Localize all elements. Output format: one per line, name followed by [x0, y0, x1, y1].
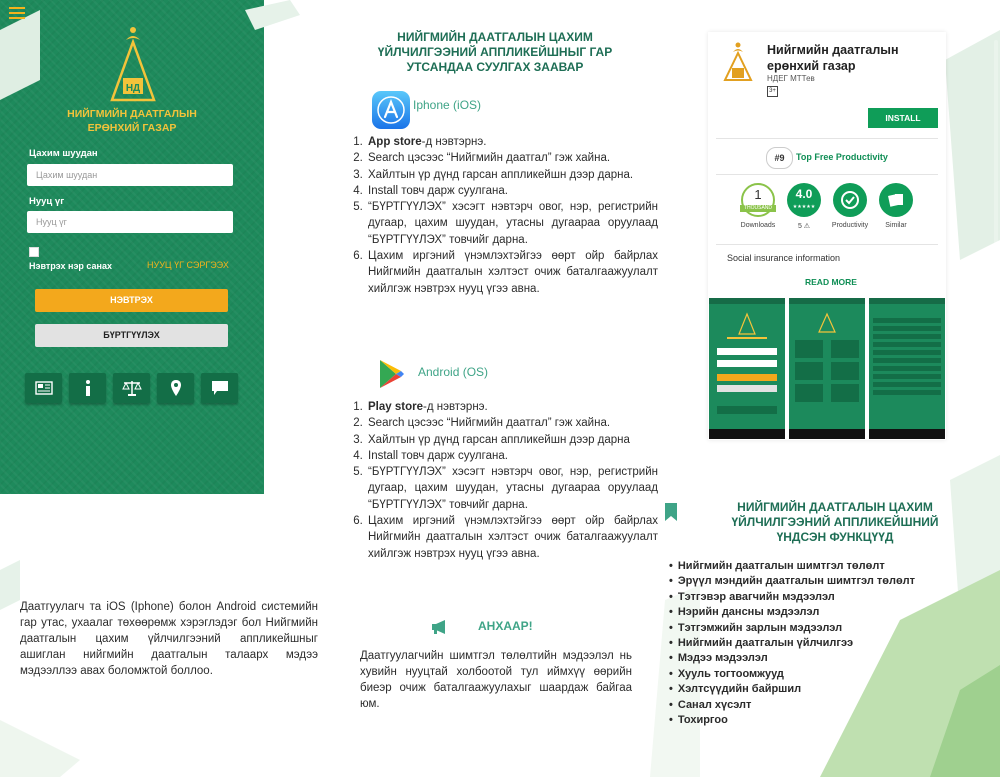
downloads-number: 1 — [754, 187, 762, 202]
android-label: Android (OS) — [418, 365, 489, 379]
org-name-line-1: НИЙГМИЙН ДААТГАЛЫН — [67, 108, 197, 120]
android-header — [374, 357, 488, 391]
guide-title — [345, 30, 645, 75]
play-store-name: Play store — [368, 401, 423, 413]
news-icon[interactable] — [25, 373, 62, 403]
functions-title-line-1: НИЙГМИЙН ДААТГАЛЫН ЦАХИМ — [737, 500, 933, 514]
register-button[interactable]: БҮРТГҮҮЛЭХ — [35, 324, 228, 347]
android-step-1 — [366, 399, 658, 415]
ios-step-4: 4. Install товч дарж суулгана. — [366, 183, 658, 199]
ios-step-1-text: -д нэвтэрнэ. — [421, 136, 487, 148]
downloads-caption: Downloads — [740, 222, 776, 229]
list-item: • Мэдээ мэдээлэл — [669, 651, 915, 666]
android-steps — [352, 399, 658, 562]
password-label: Нууц үг — [29, 196, 65, 207]
rating-stars: ★★★★★ — [792, 204, 816, 210]
rating-caption: 5 ⚠ — [797, 223, 811, 230]
notice-text: Даатгуулагчийн шимтгэл төлөлтийн мэдээлэл нь хувийн нууцтай холбоотой тул иймхүү өөрийн биеэр очиж баталгаажуулахыг шаардаж байгаа юм. — [360, 650, 632, 710]
similar-caption: Similar — [885, 222, 907, 229]
password-input[interactable]: Нууц үг — [27, 211, 233, 233]
rating-circle — [787, 183, 821, 217]
notice-title: АНХААР! — [478, 619, 533, 633]
divider — [716, 244, 938, 245]
store-app-title-line-1: Нийгмийн даатгалын — [767, 43, 899, 57]
forgot-password-link[interactable]: НУУЦ ҮГ СЭРГЭЭХ — [147, 260, 229, 270]
ios-step-5: 5. “БҮРТГҮҮЛЭХ” хэсэгт нэвтэрч овог, нэр, регистрийн дугаар, цахим шуудан, утасны дугаараа оруулаад “БҮРТГҮҮЛЭХ” товчийг дарна. — [366, 199, 658, 248]
downloads-circle — [741, 183, 775, 217]
list-item: • Тэтгэвэр авагчийн мэдээлэл — [669, 590, 915, 605]
functions-title-line-2: ҮЙЛЧИЛГЭЭНИЙ АППЛИКЕЙШНИЙ — [731, 515, 939, 529]
email-input[interactable]: Цахим шуудан — [27, 164, 233, 186]
list-item: • Эрүүл мэндийн даатгалын шимтгэл төлөлт — [669, 574, 915, 589]
svg-text:НД: НД — [125, 83, 141, 94]
list-item: • Нэрийн дансны мэдээлэл — [669, 605, 915, 620]
email-label: Цахим шуудан — [29, 148, 98, 159]
ios-step-1 — [366, 134, 658, 150]
guide-title-line-3: УТСАНДАА СУУЛГАХ ЗААВАР — [406, 60, 584, 74]
guide-title-line-1: НИЙГМИЙН ДААТГАЛЫН ЦАХИМ — [397, 30, 593, 44]
android-step-2: 2. Search цэсээс “Нийгмийн даатгал” гэж хайна. — [366, 415, 658, 431]
ios-header — [371, 90, 481, 130]
scales-icon[interactable] — [113, 373, 150, 403]
intro-paragraph: Даатгуулагч та iOS (Iphone) болон Android системийн гар утас, ухаалаг төхөөрөмж хэрэглэдэг бол Нийгмийн даатгалын цахим үйлчилгээний аппликейшныг ашиглан нийгмийн даатгалын талаарх мэдээ мэдээллээ авах боломжтой боллоо. — [20, 601, 318, 677]
install-button[interactable]: INSTALL — [868, 108, 938, 128]
play-store-icon — [374, 357, 408, 391]
rating-value: 4.0 — [795, 187, 813, 201]
ios-step-3: 3. Хайлтын үр дүнд гарсан аппликейшн дээр дарна. — [366, 167, 658, 183]
ios-step-6: 6. Цахим иргэний үнэмлэхтэйгээ өөрт ойр байрлах Нийгмийн даатгалын хэлтэст очиж баталгаажуулалт хийлгэж нэвтрэх нууц үгээ авна. — [366, 248, 658, 297]
similar-stat[interactable] — [868, 183, 924, 229]
developer-name[interactable]: НДЕГ МТТев — [767, 74, 815, 83]
android-step-1-text: -д нэвтэрнэ. — [422, 401, 488, 413]
info-icon[interactable] — [69, 373, 106, 403]
cards-icon — [879, 183, 913, 217]
rank-category[interactable]: Top Free Productivity — [796, 152, 888, 162]
content-rating-icon: 3+ — [767, 86, 778, 97]
android-step-5: 5. “БҮРТГҮҮЛЭХ” хэсэгт нэвтэрч овог, нэр, регистрийн дугаар, цахим шуудан, утасны дугаараа оруулаад “БҮРТГҮҮЛЭХ” товчийг дарна. — [366, 464, 658, 513]
org-name-line-2: ЕРӨНХИЙ ГАЗАР — [87, 122, 177, 134]
list-item: • Нийгмийн даатгалын шимтгэл төлөлт — [669, 559, 915, 574]
location-icon[interactable] — [157, 373, 194, 403]
android-step-3: 3. Хайлтын үр дүнд гарсан аппликейшн дээр дарна — [366, 432, 658, 448]
screenshot-list[interactable] — [869, 298, 945, 439]
remember-label: Нэвтрэх нэр санах — [29, 261, 112, 271]
guide-title-line-2: ҮЙЛЧИЛГЭЭНИЙ АППЛИКЕЙШНЫГ ГАР — [377, 45, 613, 59]
bookmark-icon — [664, 502, 678, 522]
android-step-6: 6. Цахим иргэний үнэмлэхтэйгээ өөрт ойр байрлах Нийгмийн даатгалын хэлтэст очиж баталгаажуулалт хийлгэж нэвтрэх нууц үгээ авна. — [366, 513, 658, 562]
org-name — [20, 107, 244, 135]
scrollbar[interactable] — [994, 40, 998, 280]
list-item: • Хэлтсүүдийн байршил — [669, 682, 915, 697]
list-item: • Санал хүсэлт — [669, 698, 915, 713]
screenshot-menu[interactable] — [789, 298, 865, 439]
divider — [716, 138, 938, 139]
chat-icon[interactable] — [201, 373, 238, 403]
rank-badge: #9 — [766, 147, 793, 169]
store-app-title — [767, 42, 899, 74]
check-icon — [833, 183, 867, 217]
productivity-caption: Productivity — [831, 222, 869, 229]
divider — [716, 174, 938, 175]
screenshot-login[interactable] — [709, 298, 785, 439]
app-store-name: App store — [368, 136, 422, 148]
app-store-icon — [371, 90, 411, 130]
list-item: • Тохиргоо — [669, 713, 915, 728]
functions-title-line-3: ҮНДСЭН ФУНКЦҮҮД — [776, 530, 894, 544]
store-app-title-line-2: ерөнхий газар — [767, 59, 856, 73]
store-app-icon — [722, 40, 754, 84]
list-item: • Нийгмийн даатгалын үйлчилгээ — [669, 636, 915, 651]
functions-title — [680, 500, 990, 545]
downloads-unit: THOUSAND — [740, 205, 776, 212]
megaphone-icon — [430, 619, 450, 635]
list-item: • Хууль тогтоомжууд — [669, 667, 915, 682]
functions-list — [669, 559, 915, 728]
list-item: • Тэтгэмжийн зарлын мэдээлэл — [669, 621, 915, 636]
ios-label: Iphone (iOS) — [413, 98, 482, 112]
menu-icon[interactable] — [9, 7, 25, 21]
read-more-link[interactable]: READ MORE — [805, 277, 857, 287]
remember-checkbox[interactable] — [29, 247, 39, 257]
android-step-4: 4. Install товч дарж суулгана. — [366, 448, 658, 464]
ios-steps — [352, 134, 658, 297]
app-description: Social insurance information — [727, 253, 841, 263]
login-button[interactable]: НЭВТРЭХ — [35, 289, 228, 312]
ios-step-2: 2. Search цэсээс “Нийгмийн даатгал” гэж хайна. — [366, 150, 658, 166]
